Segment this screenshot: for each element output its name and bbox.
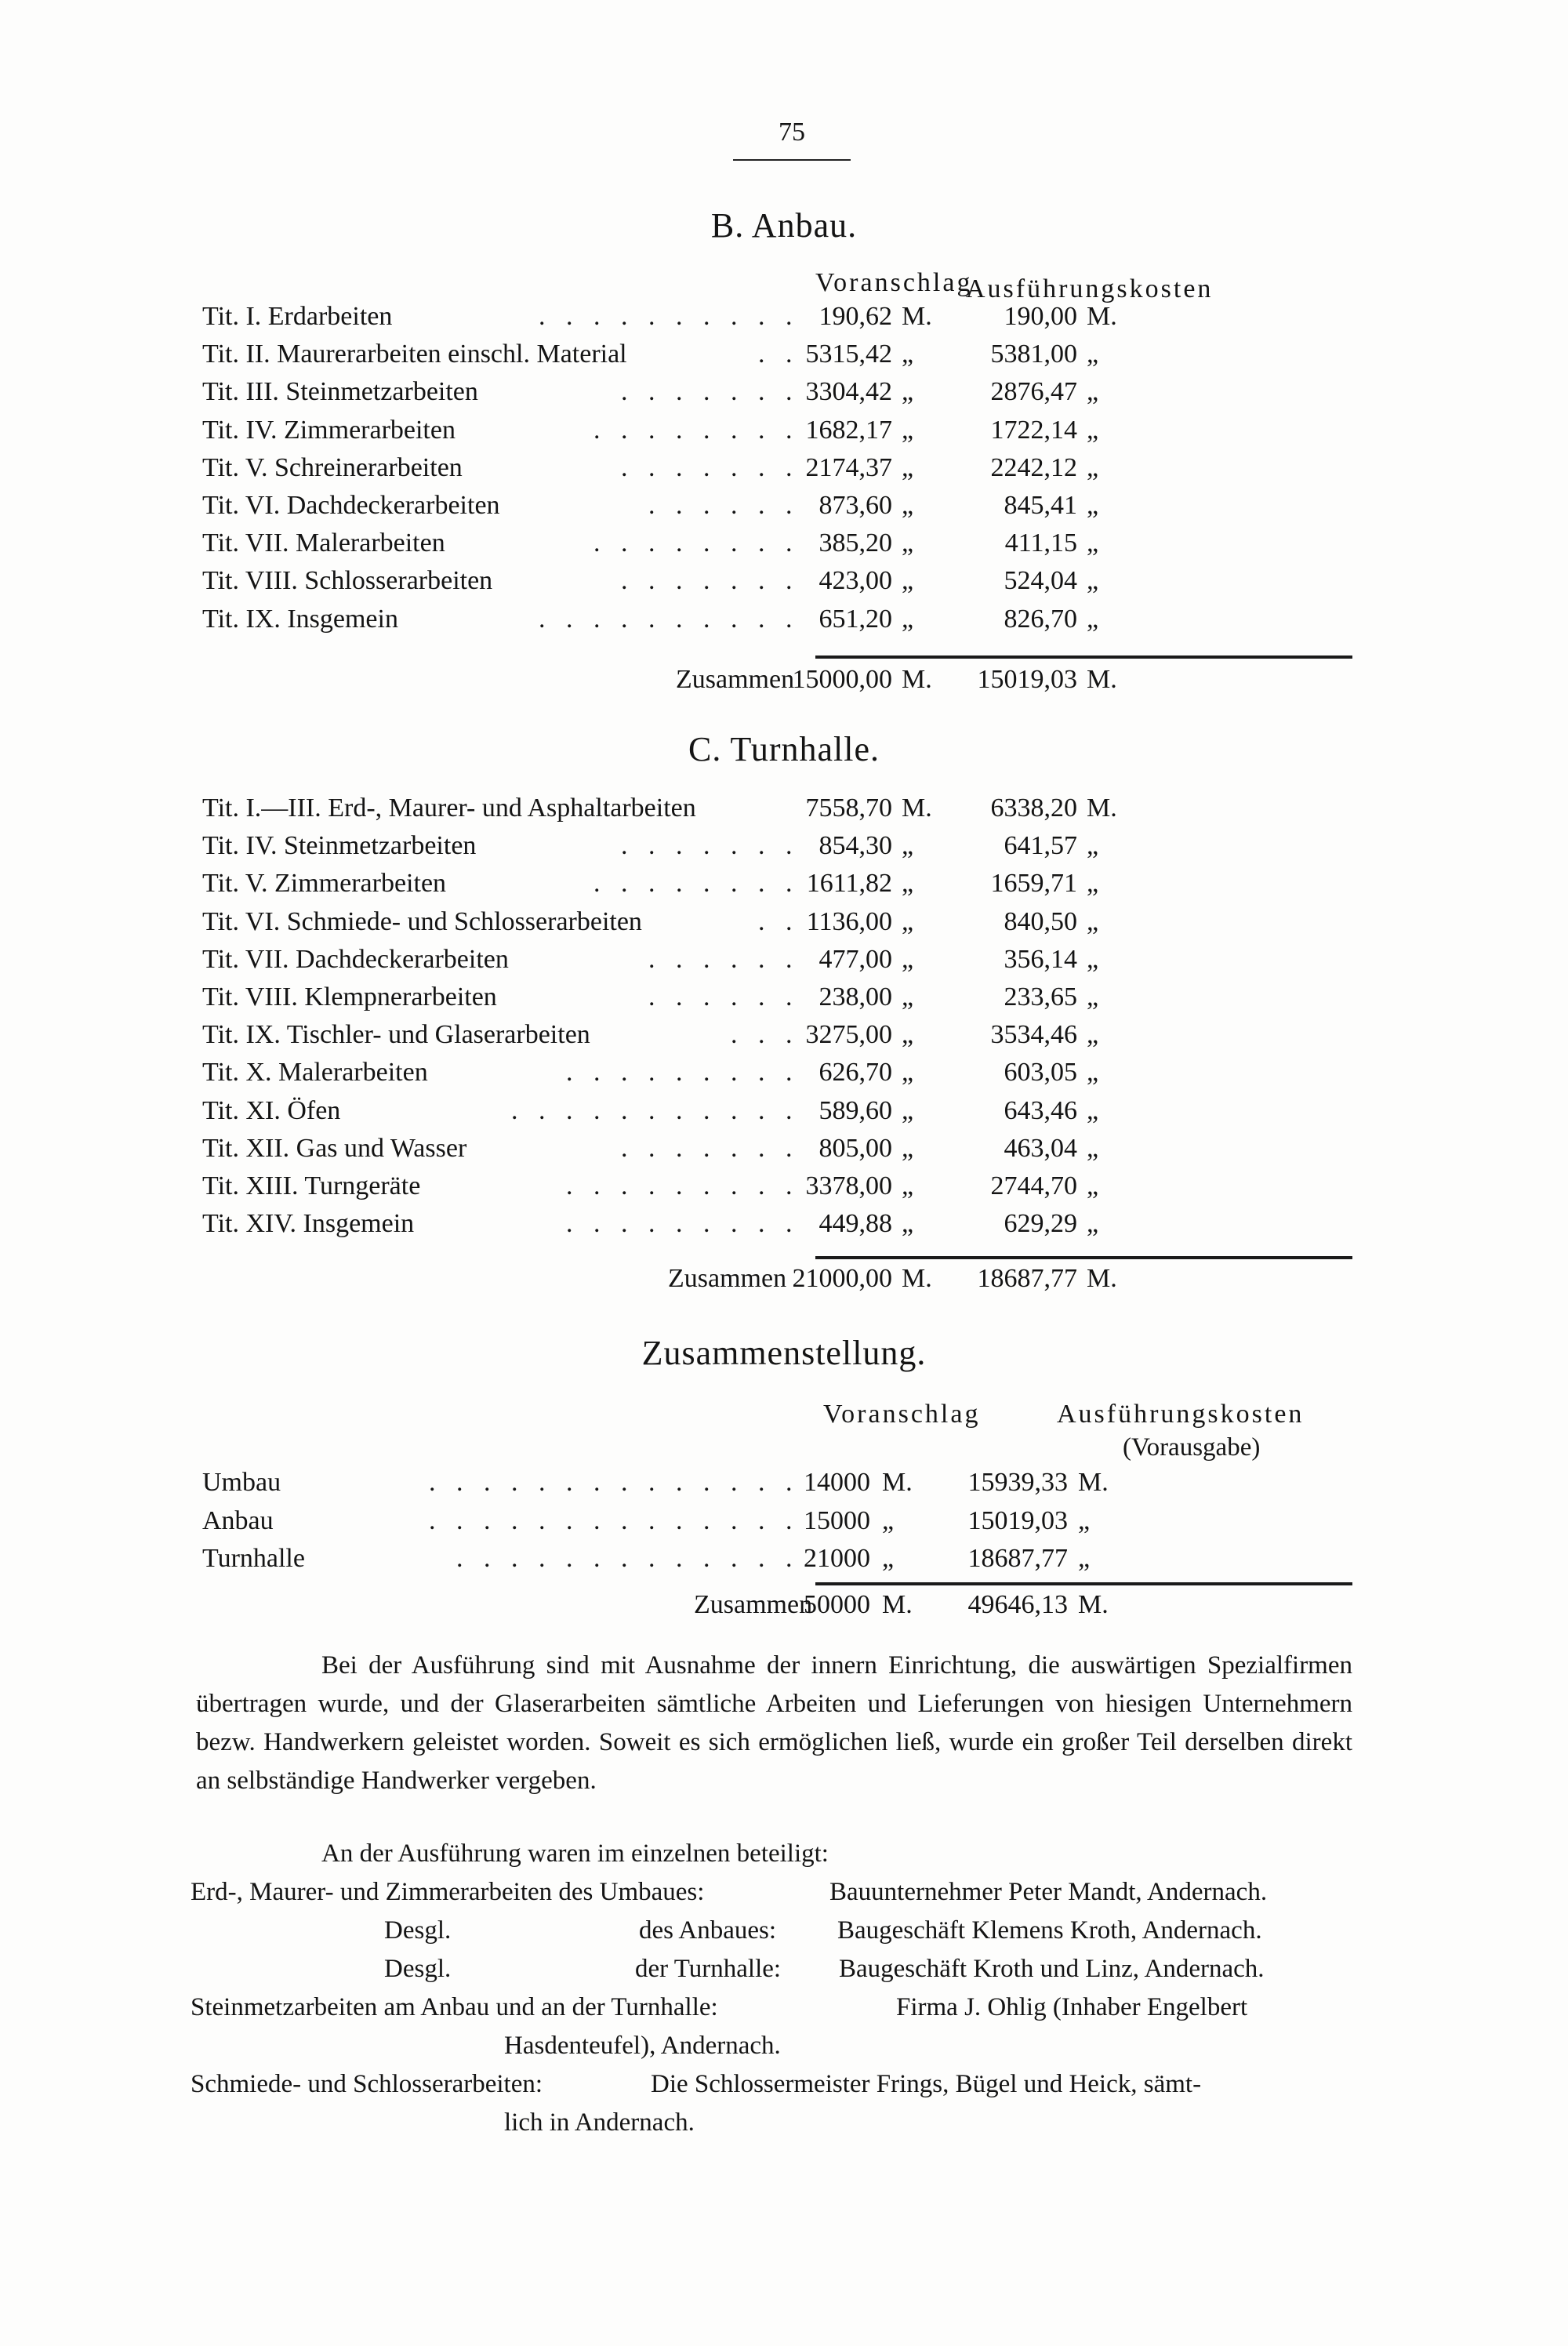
page-number-rule: [733, 159, 851, 161]
leader-dots: . . . . . . . . . . . . . .: [429, 1468, 800, 1497]
voranschlag-value: 805,00: [818, 1133, 892, 1163]
column-header-voranschlag: Voranschlag: [823, 1400, 981, 1429]
contractor-firm: Bauunternehmer Peter Mandt, Andernach.: [829, 1878, 1268, 1906]
table-row: [0, 1058, 1568, 1095]
table-row: [0, 1209, 1568, 1247]
voranschlag-value: 238,00: [818, 982, 892, 1011]
table-row: [0, 945, 1568, 982]
ausfuehrung-value: 2242,12: [990, 452, 1077, 482]
voranschlag-unit: „: [902, 566, 914, 596]
row-label: Tit. XI. Öfen: [202, 1095, 341, 1125]
table-row: [0, 869, 1568, 906]
contractor-work: Erd-, Maurer- und Zimmerarbeiten des Umbaues:: [191, 1878, 705, 1906]
total-voranschlag-unit: M.: [882, 1590, 913, 1619]
ausfuehrung-unit: „: [1087, 566, 1099, 596]
contractor-work: Steinmetzarbeiten am Anbau und an der Turnhalle:: [191, 1993, 718, 2021]
ausfuehrung-value: 6338,20: [990, 794, 1077, 823]
ausfuehrung-unit: „: [1087, 1209, 1099, 1239]
voranschlag-value: 7558,70: [805, 794, 892, 823]
column-subheader-vorausgabe: (Vorausgabe): [1123, 1433, 1261, 1462]
voranschlag-unit: „: [902, 491, 914, 520]
ausfuehrung-value: 5381,00: [990, 340, 1077, 369]
table-row: [0, 416, 1568, 453]
table-row: [0, 1468, 1568, 1505]
ausfuehrung-unit: M.: [1087, 794, 1117, 823]
ausfuehrung-value: 603,05: [1004, 1058, 1077, 1088]
row-label: Umbau: [202, 1468, 281, 1497]
leader-dots: . . . . . . .: [621, 452, 800, 482]
leader-dots: . . . . . . .: [621, 377, 800, 407]
section-heading-turnhalle: C. Turnhalle.: [688, 730, 880, 768]
total-voranschlag-unit: M.: [902, 1264, 932, 1293]
column-header-voranschlag: Voranschlag: [815, 268, 973, 297]
zusammenstellung-sum-rule: [815, 1582, 1352, 1585]
table-row: [0, 1171, 1568, 1209]
total-label: Zusammen: [668, 1264, 787, 1293]
row-label: Tit. IX. Insgemein: [202, 604, 398, 634]
voranschlag-unit: M.: [902, 794, 932, 823]
ausfuehrung-value: 463,04: [1004, 1133, 1077, 1163]
voranschlag-unit: „: [902, 944, 914, 974]
ausfuehrung-unit: „: [1087, 340, 1099, 369]
voranschlag-value: 3275,00: [805, 1020, 892, 1050]
ausfuehrung-unit: „: [1078, 1544, 1091, 1573]
table-row: [0, 566, 1568, 604]
total-ausfuehrung-unit: M.: [1087, 665, 1117, 694]
ausfuehrung-value: 524,04: [1004, 566, 1077, 596]
leader-dots: . . . . . .: [648, 982, 800, 1011]
paragraph-execution: Bei der Ausführung sind mit Ausnahme der innern Einrichtung, die auswärtigen Spezialfirmen übertragen wurde, und der Glaserarbeiten sämtliche Arbeiten und Lieferungen von hiesigen Unternehmern bezw. Handwerkern geleistet worden. Soweit es sich ermöglichen ließ, wurde ein großer Teil derselben direkt an selbständige Handwerker vergeben.: [196, 1651, 1352, 1795]
contractor-work: der Turnhalle:: [635, 1955, 782, 1983]
total-label: Zusammen: [676, 665, 795, 694]
row-label: Tit. IV. Steinmetzarbeiten: [202, 831, 477, 861]
contractor-prefix: Desgl.: [384, 1916, 452, 1945]
contractor-firm: Die Schlossermeister Frings, Bügel und Heick, sämt-: [651, 2070, 1202, 2098]
anbau-total-row: [0, 665, 1568, 703]
row-label: Tit. VI. Schmiede- und Schlosserarbeiten: [202, 906, 642, 936]
voranschlag-unit: „: [882, 1505, 895, 1535]
leader-dots: . . . . . .: [648, 944, 800, 974]
ausfuehrung-value: 411,15: [1004, 528, 1077, 558]
table-row: [0, 831, 1568, 869]
total-voranschlag: 50000: [804, 1590, 870, 1619]
section-heading-anbau: B. Anbau.: [710, 206, 858, 245]
ausfuehrung-value: 641,57: [1004, 831, 1077, 861]
voranschlag-value: 589,60: [818, 1095, 892, 1125]
row-label: Tit. II. Maurerarbeiten einschl. Material: [202, 340, 627, 369]
table-row: [0, 340, 1568, 377]
voranschlag-unit: „: [902, 1133, 914, 1163]
contractor-work: Schmiede- und Schlosserarbeiten:: [191, 2070, 543, 2098]
total-voranschlag: 21000,00: [792, 1264, 892, 1293]
voranschlag-value: 5315,42: [805, 340, 892, 369]
ausfuehrung-value: 190,00: [1004, 302, 1077, 331]
leader-dots: . . . . . . .: [621, 1133, 800, 1163]
row-label: Tit. XIV. Insgemein: [202, 1209, 415, 1239]
ausfuehrung-value: 629,29: [1004, 1209, 1077, 1239]
voranschlag-unit: „: [902, 982, 914, 1011]
table-row: [0, 794, 1568, 831]
table-row: [0, 1096, 1568, 1134]
leader-dots: . . . . . . . . . . . . .: [456, 1544, 800, 1573]
table-row: [0, 1134, 1568, 1171]
table-row: [0, 528, 1568, 566]
row-label: Tit. XII. Gas und Wasser: [202, 1133, 467, 1163]
ausfuehrung-value: 643,46: [1004, 1095, 1077, 1125]
contractor-firm: Firma J. Ohlig (Inhaber Engelbert: [896, 1993, 1248, 2021]
voranschlag-unit: M.: [902, 302, 932, 331]
voranschlag-unit: „: [902, 452, 914, 482]
ausfuehrung-unit: „: [1078, 1505, 1091, 1535]
ausfuehrung-unit: „: [1087, 1058, 1099, 1088]
voranschlag-value: 15000: [804, 1505, 870, 1535]
ausfuehrung-unit: „: [1087, 869, 1099, 899]
leader-dots: . . . . . . . .: [593, 415, 800, 445]
row-label: Tit. VI. Dachdeckerarbeiten: [202, 491, 500, 520]
ausfuehrung-unit: „: [1087, 452, 1099, 482]
row-label: Tit. IX. Tischler- und Glaserarbeiten: [202, 1020, 590, 1050]
ausfuehrung-value: 15939,33: [967, 1468, 1068, 1497]
ausfuehrung-unit: „: [1087, 1133, 1099, 1163]
voranschlag-value: 423,00: [818, 566, 892, 596]
ausfuehrung-unit: „: [1087, 415, 1099, 445]
ausfuehrung-unit: „: [1087, 491, 1099, 520]
contractor-firm: Baugeschäft Klemens Kroth, Andernach.: [837, 1916, 1262, 1945]
ausfuehrung-value: 3534,46: [990, 1020, 1077, 1050]
turnhalle-sum-rule: [815, 1256, 1352, 1259]
voranschlag-value: 449,88: [818, 1209, 892, 1239]
row-label: Tit. VIII. Schlosserarbeiten: [202, 566, 493, 596]
section-heading-zusammenstellung: Zusammenstellung.: [641, 1334, 927, 1372]
leader-dots: . . . . . . . .: [593, 528, 800, 558]
leader-dots: . . . . . . .: [621, 566, 800, 596]
voranschlag-unit: „: [902, 528, 914, 558]
total-ausfuehrung: 49646,13: [967, 1590, 1068, 1619]
leader-dots: . .: [758, 906, 800, 936]
row-label: Tit. V. Schreinerarbeiten: [202, 452, 463, 482]
table-row: [0, 605, 1568, 642]
prose-block: [196, 1647, 1352, 1800]
voranschlag-value: 1136,00: [806, 906, 892, 936]
total-ausfuehrung: 15019,03: [977, 665, 1077, 694]
voranschlag-value: 1682,17: [805, 415, 892, 445]
ausfuehrung-value: 1722,14: [990, 415, 1077, 445]
leader-dots: . . . . . .: [648, 491, 800, 520]
ausfuehrung-unit: „: [1087, 1020, 1099, 1050]
voranschlag-value: 854,30: [818, 831, 892, 861]
voranschlag-value: 190,62: [818, 302, 892, 331]
voranschlag-unit: M.: [882, 1468, 913, 1497]
voranschlag-value: 385,20: [818, 528, 892, 558]
leader-dots: . . . . . . . . .: [566, 1058, 800, 1088]
leader-dots: . . . . . . . . . .: [539, 302, 800, 331]
contractor-prefix: Desgl.: [384, 1955, 452, 1983]
table-row: [0, 491, 1568, 528]
total-ausfuehrung-unit: M.: [1078, 1590, 1109, 1619]
ausfuehrung-value: 15019,03: [967, 1505, 1068, 1535]
voranschlag-unit: „: [902, 1209, 914, 1239]
contractor-firm: Baugeschäft Kroth und Linz, Andernach.: [839, 1955, 1265, 1983]
table-row: [0, 1020, 1568, 1058]
contractor-work: des Anbaues:: [639, 1916, 777, 1945]
table-row: [0, 1544, 1568, 1582]
leader-dots: . . . . . . . . .: [566, 1171, 800, 1200]
voranschlag-unit: „: [902, 1095, 914, 1125]
voranschlag-unit: „: [902, 1171, 914, 1200]
ausfuehrung-unit: „: [1087, 906, 1099, 936]
voranschlag-value: 1611,82: [806, 869, 892, 899]
ausfuehrung-value: 1659,71: [990, 869, 1077, 899]
leader-dots: . .: [758, 340, 800, 369]
ausfuehrung-unit: „: [1087, 528, 1099, 558]
voranschlag-value: 3304,42: [805, 377, 892, 407]
ausfuehrung-value: 826,70: [1004, 604, 1077, 634]
voranschlag-value: 651,20: [818, 604, 892, 634]
ausfuehrung-unit: „: [1087, 604, 1099, 634]
voranschlag-unit: „: [902, 1058, 914, 1088]
table-row: [0, 982, 1568, 1020]
ausfuehrung-unit: „: [1087, 944, 1099, 974]
voranschlag-unit: „: [902, 377, 914, 407]
leader-dots: . . . . . . . . . .: [539, 604, 800, 634]
ausfuehrung-value: 233,65: [1004, 982, 1077, 1011]
ausfuehrung-value: 840,50: [1004, 906, 1077, 936]
voranschlag-value: 3378,00: [805, 1171, 892, 1200]
row-label: Tit. VIII. Klempnerarbeiten: [202, 982, 497, 1011]
contractor-firm-continuation: lich in Andernach.: [504, 2108, 695, 2137]
ausfuehrung-unit: „: [1087, 982, 1099, 1011]
anbau-sum-rule: [815, 656, 1352, 659]
row-label: Tit. XIII. Turngeräte: [202, 1171, 421, 1200]
table-row: [0, 302, 1568, 340]
ausfuehrung-value: 845,41: [1004, 491, 1077, 520]
ausfuehrung-value: 356,14: [1004, 944, 1077, 974]
row-label: Tit. III. Steinmetzarbeiten: [202, 377, 478, 407]
ausfuehrung-value: 18687,77: [967, 1544, 1068, 1573]
ausfuehrung-unit: M.: [1087, 302, 1117, 331]
turnhalle-total-row: [0, 1264, 1568, 1302]
table-row: [0, 377, 1568, 415]
row-label: Turnhalle: [202, 1544, 305, 1573]
voranschlag-value: 21000: [804, 1544, 870, 1573]
row-label: Tit. I. Erdarbeiten: [202, 302, 393, 331]
voranschlag-value: 477,00: [818, 944, 892, 974]
leader-dots: . . . . . . . . . . .: [511, 1095, 800, 1125]
voranschlag-unit: „: [902, 415, 914, 445]
ausfuehrung-unit: „: [1087, 377, 1099, 407]
ausfuehrung-unit: „: [1087, 1095, 1099, 1125]
contractors-intro: An der Ausführung waren im einzelnen beteiligt:: [321, 1839, 829, 1868]
ausfuehrung-unit: „: [1087, 1171, 1099, 1200]
voranschlag-unit: „: [882, 1544, 895, 1573]
voranschlag-unit: „: [902, 340, 914, 369]
voranschlag-unit: „: [902, 869, 914, 899]
ausfuehrung-value: 2876,47: [990, 377, 1077, 407]
total-label: Zusammen: [694, 1590, 813, 1619]
leader-dots: . . . . . . . . . . . . . .: [429, 1505, 800, 1535]
voranschlag-value: 626,70: [818, 1058, 892, 1088]
page-number: 75: [779, 118, 805, 147]
voranschlag-value: 14000: [804, 1468, 870, 1497]
ausfuehrung-unit: M.: [1078, 1468, 1109, 1497]
voranschlag-value: 2174,37: [805, 452, 892, 482]
total-ausfuehrung-unit: M.: [1087, 1264, 1117, 1293]
row-label: Tit. VII. Malerarbeiten: [202, 528, 445, 558]
leader-dots: . . . . . . . . .: [566, 1209, 800, 1239]
table-row: [0, 453, 1568, 491]
total-voranschlag-unit: M.: [902, 665, 932, 694]
voranschlag-unit: „: [902, 906, 914, 936]
row-label: Tit. V. Zimmerarbeiten: [202, 869, 447, 899]
zusammenstellung-total-row: [0, 1590, 1568, 1628]
voranschlag-value: 873,60: [818, 491, 892, 520]
leader-dots: . . . . . . .: [621, 831, 800, 861]
ausfuehrung-unit: „: [1087, 831, 1099, 861]
column-header-ausfuehrungskosten: Ausführungskosten: [1057, 1400, 1305, 1429]
row-label: Tit. IV. Zimmerarbeiten: [202, 415, 456, 445]
voranschlag-unit: „: [902, 1020, 914, 1050]
leader-dots: . . . . . . . .: [593, 869, 800, 899]
table-row: [0, 907, 1568, 945]
contractor-firm-continuation: Hasdenteufel), Andernach.: [504, 2032, 781, 2060]
total-voranschlag: 15000,00: [792, 665, 892, 694]
voranschlag-unit: „: [902, 604, 914, 634]
row-label: Tit. X. Malerarbeiten: [202, 1058, 428, 1088]
row-label: Tit. I.—III. Erd-, Maurer- und Asphaltarbeiten: [202, 794, 696, 823]
ausfuehrung-value: 2744,70: [990, 1171, 1077, 1200]
column-header-ausfuehrungskosten: Ausführungskosten: [966, 274, 1214, 303]
table-row: [0, 1506, 1568, 1544]
row-label: Tit. VII. Dachdeckerarbeiten: [202, 944, 509, 974]
leader-dots: . . .: [731, 1020, 800, 1050]
voranschlag-unit: „: [902, 831, 914, 861]
row-label: Anbau: [202, 1505, 274, 1535]
total-ausfuehrung: 18687,77: [977, 1264, 1077, 1293]
